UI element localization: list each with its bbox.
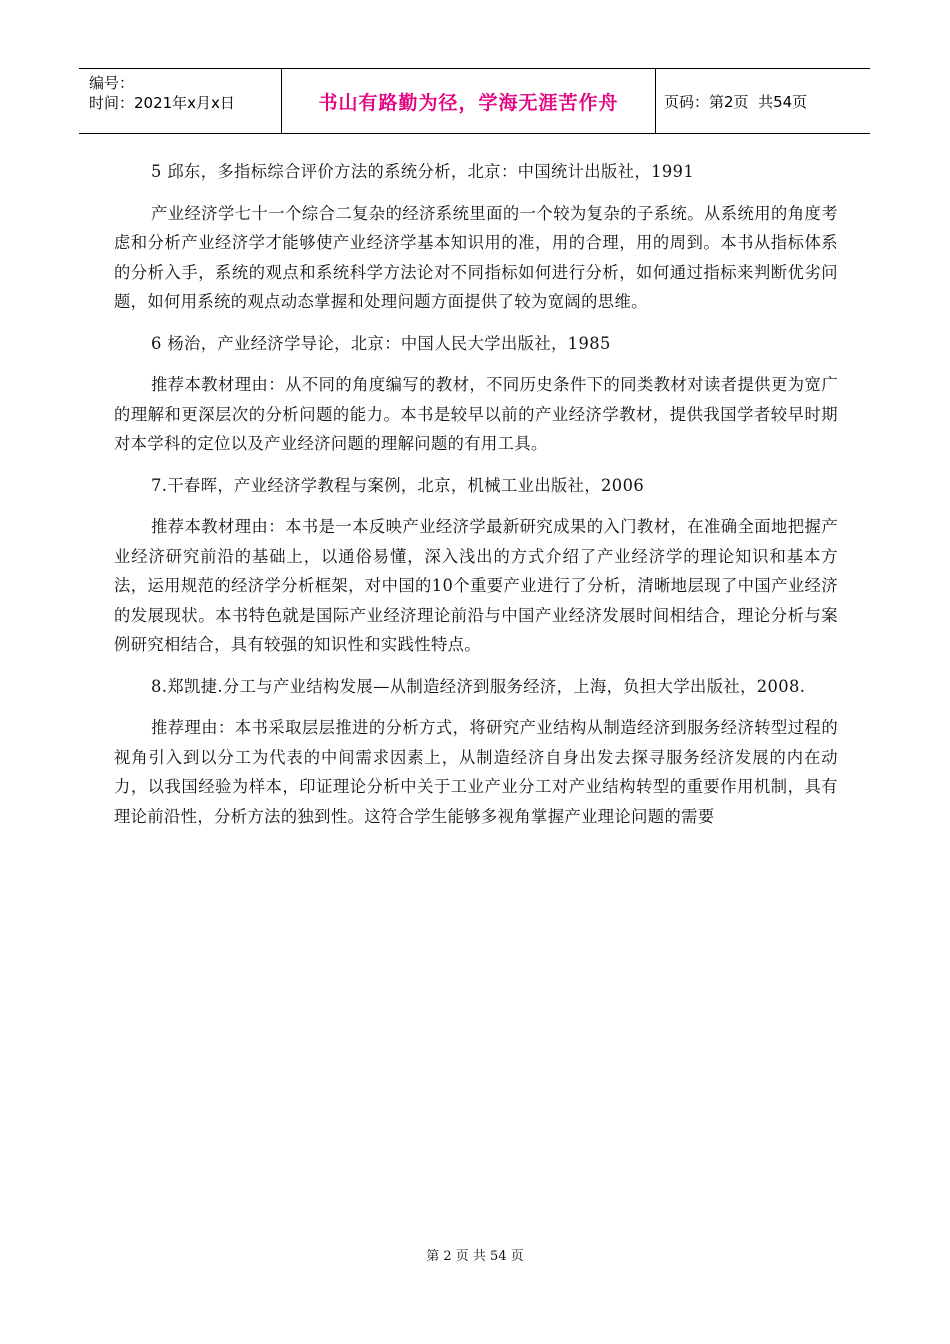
document-number-label: 编号： [89, 74, 135, 92]
page-header [79, 68, 870, 134]
document-body [114, 157, 838, 843]
reference-item: 7.干春晖，产业经济学教程与案例，北京，机械工业出版社，2006 [151, 475, 645, 495]
reference-item: 8.郑凯捷.分工与产业结构发展—从制造经济到服务经济，上海，负担大学出版社，2008. [151, 676, 806, 696]
reference-description: 推荐本教材理由：本书是一本反映产业经济学最新研究成果的入门教材，在准确全面地把握产业经济研究前沿的基础上，以通俗易懂，深入浅出的方式介绍了产业经济学的理论知识和基本方法，运用规范的经济学分析框架，对中国的10个重要产业进行了分析，清晰地层现了中国产业经济的发展现状。本书特色就是国际产业经济理论前沿与中国产业经济发展时间相结合，理论分析与案例研究相结合，具有较强的知识性和实践性特点。 [114, 517, 838, 654]
reference-description: 产业经济学七十一个综合二复杂的经济系统里面的一个较为复杂的子系统。从系统用的角度考虑和分析产业经济学才能够使产业经济学基本知识用的准，用的合理，用的周到。本书从指标体系的分析入手，系统的观点和系统科学方法论对不同指标如何进行分析，如何通过指标来判断优劣问题，如何用系统的观点动态掌握和处理问题方面提供了较为宽阔的思维。 [114, 203, 838, 311]
reference-description: 推荐本教材理由：从不同的角度编写的教材，不同历史条件下的同类教材对读者提供更为宽广的理解和更深层次的分析问题的能力。本书是较早以前的产业经济学教材，提供我国学者较早时期对本学科的定位以及产业经济问题的理解问题的有用工具。 [114, 375, 838, 453]
reference-item: 5 邱东，多指标综合评价方法的系统分析，北京：中国统计出版社，1991 [151, 162, 695, 181]
page-footer: 第 2 页 共 54 页 [426, 1249, 524, 1264]
header-page-info [656, 69, 870, 133]
header-page-label: 页码：第2页 共54页 [664, 92, 808, 111]
header-meta [79, 69, 282, 133]
header-motto: 书山有路勤为径，学海无涯苦作舟 [282, 69, 656, 133]
document-date-label: 时间：2021年x月x日 [89, 94, 235, 112]
reference-description: 推荐理由：本书采取层层推进的分析方式，将研究产业结构从制造经济到服务经济转型过程的视角引入到以分工为代表的中间需求因素上，从制造经济自身出发去探寻服务经济发展的内在动力，以我国经验为样本，印证理论分析中关于工业产业分工对产业结构转型的重要作用机制，具有理论前沿性，分析方法的独到性。这符合学生能够多视角掌握产业理论问题的需要 [114, 718, 838, 826]
reference-item: 6 杨治，产业经济学导论，北京：中国人民大学出版社，1985 [151, 333, 611, 353]
